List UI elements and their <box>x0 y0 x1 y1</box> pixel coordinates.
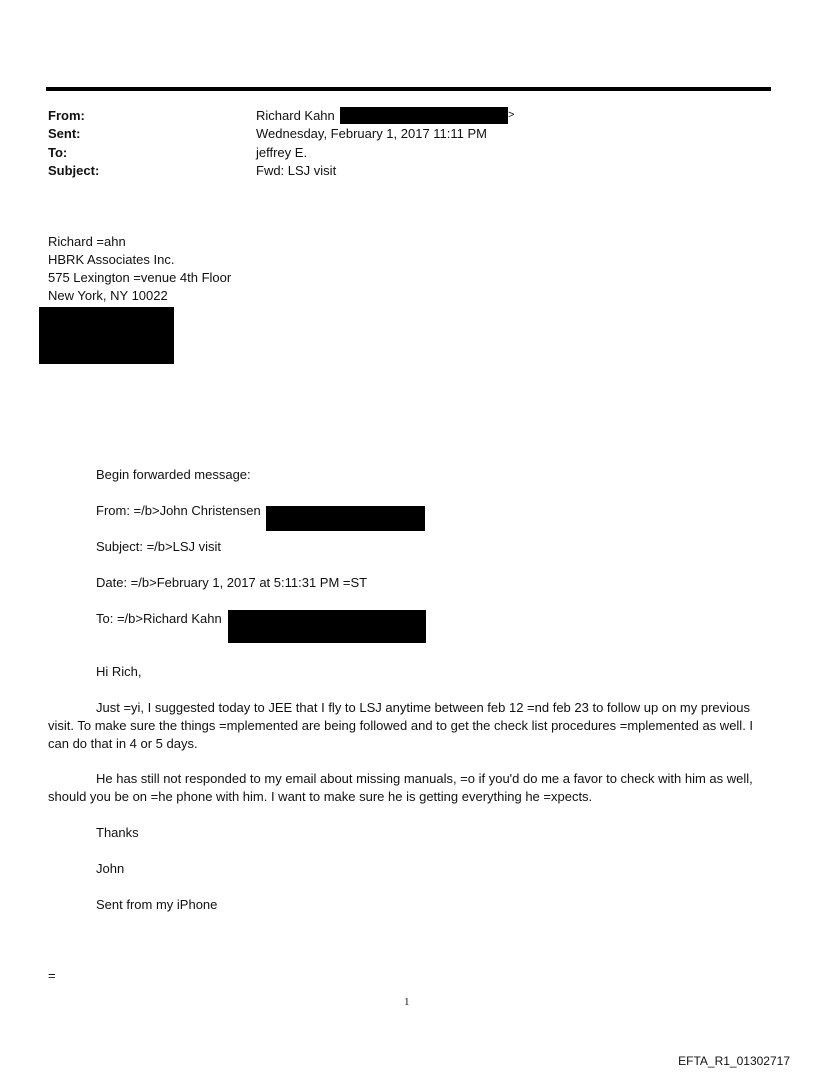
subject-label: Subject: <box>48 163 100 178</box>
sent-value: Wednesday, February 1, 2017 11:11 PM <box>256 126 488 141</box>
forward-from: From: =/b>John Christensen <box>96 503 261 518</box>
sent-from-line: Sent from my iPhone <box>96 897 218 912</box>
sender-name: John <box>96 861 125 876</box>
greeting: Hi Rich, <box>96 664 142 679</box>
body-paragraph: Just =yi, I suggested today to JEE that I fly to LSJ anytime between feb 12 =nd feb 23 to follow up on my previous visit. To make sure the things =mplemented are being followed and to get the check list procedures =mplemented as well. I can do that in 4 or 5 days. <box>48 700 754 751</box>
page-number: 1 <box>404 996 410 1008</box>
to-label: To: <box>48 145 68 160</box>
redaction-box <box>228 610 426 643</box>
from-value: Richard Kahn <box>256 108 335 123</box>
from-trail: > <box>508 109 515 121</box>
subject-value: Fwd: LSJ visit <box>256 163 337 178</box>
forward-date: Date: =/b>February 1, 2017 at 5:11:31 PM =ST <box>96 575 368 590</box>
document-id: EFTA_R1_01302717 <box>678 1054 790 1068</box>
redaction-box <box>39 307 174 364</box>
redaction-box <box>340 107 508 124</box>
body-paragraph: He has still not responded to my email about missing manuals, =o if you'd do me a favor to check with him as well, should you be on =he phone with him. I want to make sure he is getting everything he =xpects. <box>48 771 753 804</box>
forward-intro: Begin forwarded message: <box>96 467 251 482</box>
signature-line: Richard =ahn <box>48 234 126 249</box>
signature-line: 575 Lexington =venue 4th Floor <box>48 270 232 285</box>
from-label: From: <box>48 108 85 123</box>
forward-subject: Subject: =/b>LSJ visit <box>96 539 222 554</box>
sent-label: Sent: <box>48 126 81 141</box>
signature-line: HBRK Associates Inc. <box>48 252 175 267</box>
redaction-box <box>266 506 425 531</box>
signature-line: New York, NY 10022 <box>48 288 168 303</box>
to-value: jeffrey E. <box>256 145 308 160</box>
closing-thanks: Thanks <box>96 825 139 840</box>
trailing-char: = <box>48 968 56 983</box>
header-divider <box>46 87 771 91</box>
forward-to: To: =/b>Richard Kahn <box>96 611 222 626</box>
